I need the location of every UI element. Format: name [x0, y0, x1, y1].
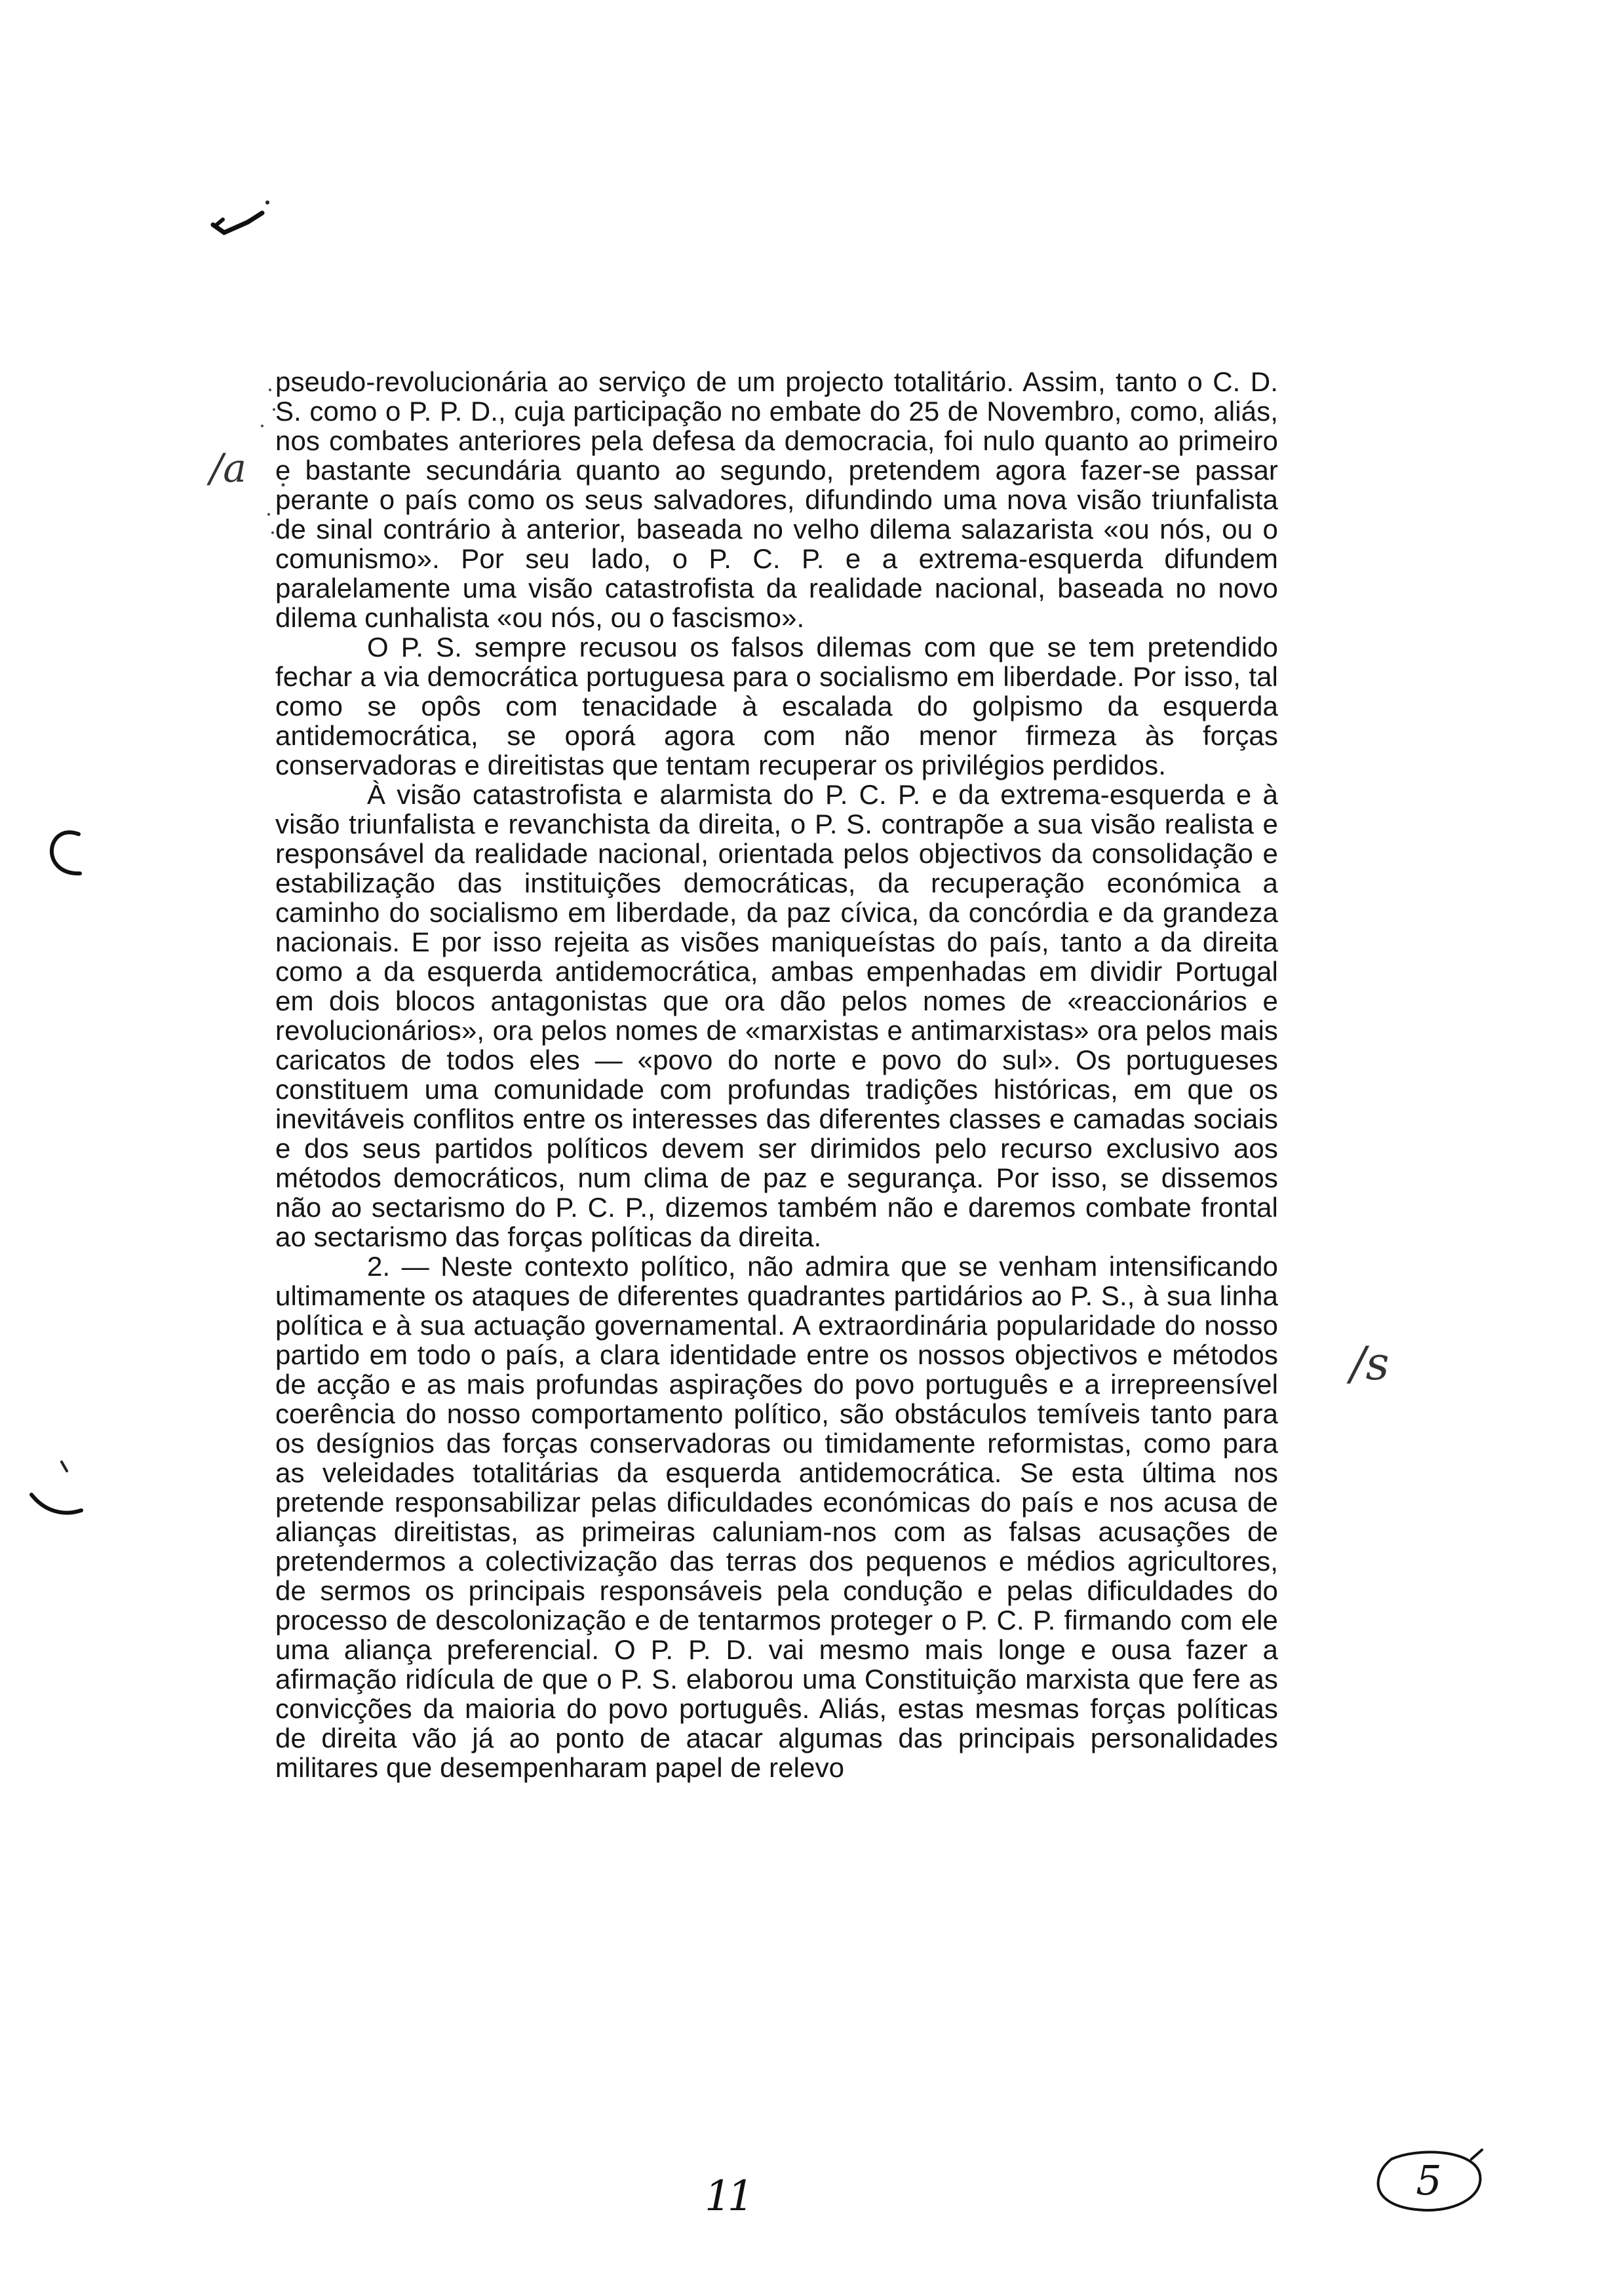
paragraph: 2. — Neste contexto político, não admira que se venham intensificando ultimamente os ataques de diferentes quadrantes partidários ao P. S., à sua linha política e à sua actuação governamental. A extraordinária popularidade do nosso partido em todo o país, a clara identidade entre os nossos objectivos e métodos de acção e as mais profundas aspirações do povo português e a irrepreensível coerência do nosso comportamento político, são obstáculos temíveis tanto para os desígnios das forças conservadoras ou timidamente reformistas, como para as veleidades totalitárias da esquerda antidemocrática. Se esta última nos pretende responsabilizar pelas dificuldades económicas do país e nos acusa de alianças direitistas, as primeiras caluniam-nos com as falsas acusações de pretendermos a colectivização das terras dos pequenos e médios agricultores, de sermos os principais responsáveis pela condução e pelas dificuldades do processo de descolonização e de tentarmos proteger o P. C. P. firmando com ele uma aliança preferencial. O P. P. D. vai mesmo mais longe e ousa fazer a afirmação ridícula de que o P. S. elaborou uma Constituição marxista que fere as convicções da maioria do povo português. Aliás, estas mesmas forças políticas de direita vão já ao ponto de atacar algumas das principais personalidades militares que desempenharam papel de relevo — [275, 1251, 1278, 1783]
margin-note-left: /a — [210, 446, 246, 491]
paragraph: O P. S. sempre recusou os falsos dilemas com que se tem pretendido fechar a via democrática portuguesa para o socialismo em liberdade. Por isso, tal como se opôs com tenacidade à escalada do golpismo da esquerda antidemocrática, se oporá agora com não menor firmeza às forças conservadoras e direitistas que tentam recuperar os privilégios perdidos. — [275, 632, 1278, 780]
margin-bracket-icon — [26, 1458, 85, 1530]
page-number: 11 — [705, 2172, 750, 2221]
paragraph: pseudo-revolucionária ao serviço de um projecto totalitário. Assim, tanto o C. D. S. como o P. P. D., cuja participação no embate do 25 de Novembro, como, aliás, nos combates anteriores pela defesa da democracia, foi nulo quanto ao primeiro e bastante secundária quanto ao segundo, pretendem agora fazer-se passar perante o país como os seus salvadores, difundindo uma nova visão triunfalista de sinal contrário à anterior, baseada no velho dilema salazarista «ou nós, ou o comunismo». Por seu lado, o P. C. P. e a extrema-esquerda difundem paralelamente uma visão catastrofista da realidade nacional, baseada no novo dilema cunhalista «ou nós, ou o fascismo». — [275, 366, 1278, 633]
folio-stamp — [1373, 2146, 1485, 2215]
paragraph: À visão catastrofista e alarmista do P. C. P. e da extrema-esquerda e à visão triunfalista e revanchista da direita, o P. S. contrapõe a sua visão realista e responsável da realidade nacional, orientada pelos objectivos da consolidação e estabilização das instituições democráticas, da recuperação económica a caminho do socialismo em liberdade, da paz cívica, da concórdia e da grandeza nacionais. E por isso rejeita as visões maniqueístas do país, tanto a da direita como a da esquerda antidemocrática, ambas empenhadas em dividir Portugal em dois blocos antagonistas que ora dão pelos nomes de «reaccionários e revolucionários», ora pelos nomes de «marxistas e antimarxistas» ora pelos mais caricatos de todos eles — «povo do norte e povo do sul». Os portugueses constituem uma comunidade com profundas tradições históricas, em que os inevitáveis conflitos entre os interesses das diferentes classes e camadas sociais e dos seus partidos políticos devem ser dirimidos pelo recurso exclusivo aos métodos democráticos, num clima de paz e segurança. Por isso, se dissemos não ao sectarismo do P. C. P., dizemos também não e daremos combate frontal ao sectarismo das forças políticas da direita. — [275, 779, 1278, 1252]
folio-number: 5 — [1416, 2156, 1442, 2204]
margin-bracket-icon — [26, 822, 85, 888]
margin-note-right: /s — [1350, 1337, 1390, 1390]
body-text — [275, 367, 1278, 1782]
check-mark-icon — [210, 193, 275, 239]
